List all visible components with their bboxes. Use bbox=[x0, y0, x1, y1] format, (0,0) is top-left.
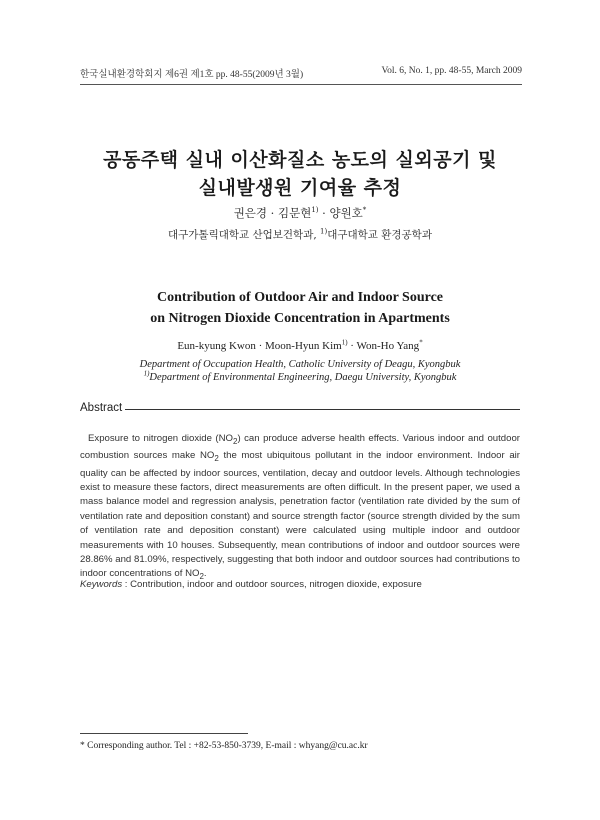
korean-authors bbox=[0, 205, 600, 221]
korean-author-names-2: · 양원호 bbox=[318, 206, 363, 220]
english-author-names-2: · Won-Ho Yang bbox=[347, 340, 420, 352]
korean-title bbox=[0, 146, 600, 202]
running-header bbox=[80, 66, 522, 80]
abstract-heading bbox=[80, 402, 520, 414]
abstract-text-part-1: Exposure to nitrogen dioxide (NO bbox=[88, 433, 234, 444]
korean-affiliation-mark: 1) bbox=[320, 227, 328, 236]
abstract-subscript-1: 2 bbox=[233, 436, 238, 446]
english-affiliation-line-2-wrap bbox=[0, 371, 600, 384]
korean-affiliation-2: 대구대학교 환경공학과 bbox=[327, 229, 432, 241]
english-affiliation-mark: 1) bbox=[143, 369, 150, 378]
english-affiliation-line-1: Department of Occupation Health, Catholic University of Deagu, Kyongbuk bbox=[139, 359, 461, 370]
english-author-names-1: Eun-kyung Kwon · Moon-Hyun Kim bbox=[177, 340, 342, 352]
korean-author-mark-2: * bbox=[362, 206, 367, 215]
english-author-mark-2: * bbox=[419, 338, 423, 347]
abstract-subscript-3: 2 bbox=[199, 572, 204, 582]
keywords-text: : Contribution, indoor and outdoor sources, nitrogen dioxide, exposure bbox=[122, 579, 422, 590]
korean-affiliation-1: 대구가톨릭대학교 산업보건학과, bbox=[168, 229, 321, 241]
korean-title-line-2: 실내발생원 기여율 추정 bbox=[198, 177, 402, 199]
abstract-text bbox=[80, 432, 520, 585]
english-affiliation bbox=[0, 358, 600, 384]
korean-author-names-1: 권은경 · 김문현 bbox=[233, 206, 312, 220]
english-title-line-2: on Nitrogen Dioxide Concentration in Apartments bbox=[150, 311, 450, 326]
korean-affiliation bbox=[0, 227, 600, 242]
abstract-subscript-2: 2 bbox=[214, 454, 219, 464]
abstract-heading-rule bbox=[125, 409, 520, 410]
keywords bbox=[80, 579, 520, 590]
abstract-text-part-2: ) can produce adverse health effects. Various indoor and outdoor combustion sources make NO bbox=[80, 433, 520, 462]
header-journal-en: Vol. 6, No. 1, pp. 48-55, March 2009 bbox=[381, 66, 522, 76]
abstract-text-part-4: . bbox=[203, 568, 207, 580]
footnote-divider bbox=[80, 733, 248, 734]
english-authors bbox=[0, 340, 600, 352]
english-author-mark-1: 1) bbox=[341, 338, 348, 347]
corresponding-author-footnote: * Corresponding author. Tel : +82-53-850-3739, E-mail : whyang@cu.ac.kr bbox=[80, 741, 368, 751]
english-title bbox=[0, 287, 600, 329]
keywords-label: Keywords bbox=[80, 579, 123, 590]
english-title-line-1: Contribution of Outdoor Air and Indoor Source bbox=[156, 290, 444, 305]
english-affiliation-line-2: Department of Environmental Engineering, Daegu University, Kyongbuk bbox=[149, 372, 457, 383]
korean-author-mark-1: 1) bbox=[311, 206, 319, 215]
header-journal-ko: 한국실내환경학회지 제6권 제1호 pp. 48-55(2009년 3월) bbox=[80, 70, 304, 80]
korean-title-line-1: 공동주택 실내 이산화질소 농도의 실외공기 및 bbox=[103, 149, 497, 171]
header-divider bbox=[80, 84, 522, 85]
abstract-text-part-3: the most ubiquitous pollutant in the indoor environment. Indoor air quality can be affected by indoor sources, ventilation, decay and outdoor levels. Although technologies exist to measure these factors, direct measurements are often difficult. In the present paper, we used a mass balance model and regression analysis, penetration factor (ventilation rate divided by the sum of ventilation rate and deposition constant) and source strength factor (source strength divided by the sum of ventilation rate and deposition constant) were calculated using multiple indoor and outdoor measurements with 10 houses. Subsequently, mean contributions of indoor and outdoor sources were 28.86% and 81.09%, respectively, suggesting that both indoor and outdoor sources had contributions to indoor concentrations of NO bbox=[80, 450, 520, 580]
abstract-heading-label: Abstract bbox=[80, 402, 123, 414]
